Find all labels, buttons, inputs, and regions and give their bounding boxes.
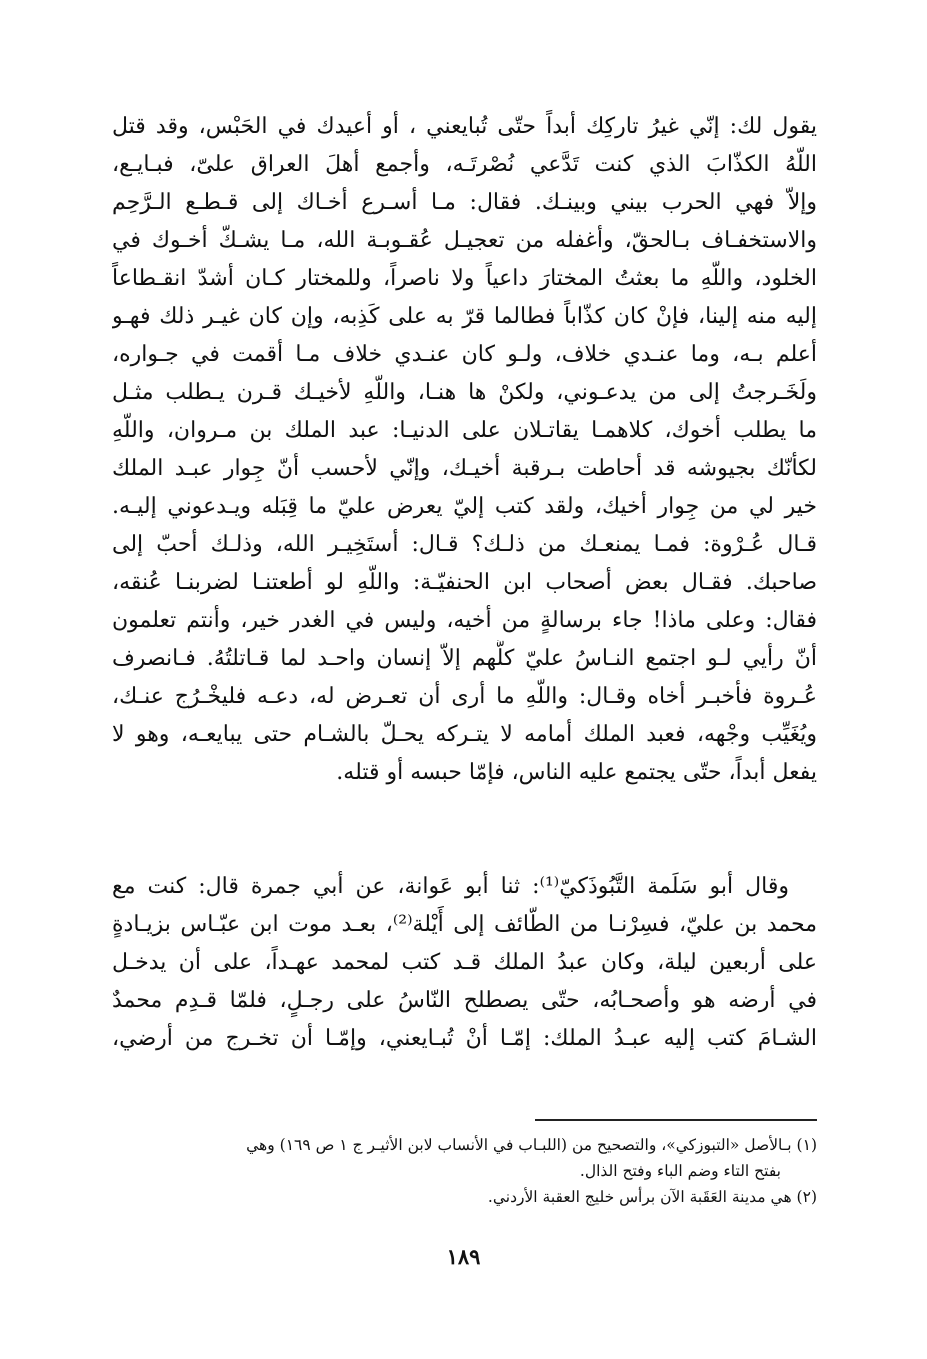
text-line: محمد بن عليّ، فسِرْنـا من الطّائف إلى أَيْلة⁽²⁾، بعـد موت ابن عبّـاس بزيـادةٍ — [112, 912, 817, 937]
footnote-1-line-2 — [112, 1158, 817, 1184]
footnote-1-line-1: (١) بـالأصل «التبوزكي»، والتصحيح من (اللبـاب في الأنساب لابن الأثيـر ج ١ ص ١٦٩) وهي — [246, 1136, 817, 1154]
text-line: عُـروة فأخبـر أخاه وقـال: واللّهِ ما أرى أن تعـرض له، دعـه فليخْـرُج عنـك، — [112, 684, 817, 709]
text-line: على أربعين ليلة، وكان عبدُ الملك قـد كتب لمحمد عهـداً، على أن يدخـل — [112, 950, 817, 975]
paragraph-2 — [112, 868, 817, 1058]
text-line: ولَخَـرجتُ إلى من يدعـوني، ولكنْ ها هنـا، واللّهِ لأخيـك قـرن يـطلب مثـل — [112, 380, 817, 405]
second-paragraph — [112, 868, 817, 1058]
text-line: قـال عُـرْوة: فمـا يمنعـك من ذلـك؟ قـال: أستَخِيـر الله، وذلـك أحبّ إلى — [112, 532, 817, 557]
text-line: اللّهُ الكذّابَ الذي كنت تَدَّعي نُصْرتَـه، وأجمع أهلَ العراق علىّ، فبـايـع، — [112, 152, 817, 177]
page-number: ١٨٩ — [446, 1244, 481, 1269]
text-line: الخلود، واللّهِ ما بعثتُ المختارَ داعياً ولا ناصراً، وللمختار كـان أشدّ انقـطاعاً — [112, 266, 817, 291]
text-line: فقال: وعلى ماذا! جاء برسالةٍ من أخيه، وليس في الغدر خير، وأنتم تعلمون — [112, 608, 817, 633]
footnote-divider — [535, 1119, 817, 1121]
text-line: ما يطلب أخوك، كلاهمـا يقاتـلان على الدنيـا: عبد الملك بن مـروان، واللّهِ — [112, 418, 817, 443]
text-line: صاحبك. فقـال بعض أصحاب ابن الحنفيّـة: واللّهِ لو أطعتنـا لضربنـا عُنقه، — [112, 570, 817, 595]
footnotes — [112, 1132, 817, 1210]
text-line: وإلاّ فهي الحرب بيني وبينـك. فقال: مـا أسـرع أخـاك إلى قـطـع الـرَّحِم — [112, 190, 817, 215]
text-line: أعلم بـه، وما عنـدي خلاف، ولـو كان عنـدي خلاف مـا أقمت في جـواره، — [112, 342, 817, 367]
text-line: الشـامَ كتب إليه عبـدُ الملك: إمّـا أنْ تُبـايعني، وإمّـا أن تخـرج من أرضي، — [112, 1026, 817, 1051]
text-line: ويُغَيِّب وجْهه، فعبد الملك أمامه لا يتـركه يحـلّ بالشـام حتى يبايعـه، وهو لا — [112, 722, 817, 747]
main-paragraph — [112, 108, 817, 792]
text-line: يفعل أبداً، حتّى يجتمع عليه الناس، فإمّا حبسه أو قتله. — [336, 760, 817, 785]
text-line: لكأنّك بجيوشه قد أحاطت بـرقبة أخيـك، وإنّي لأحسب أنّ جِوار عبـد الملك — [112, 456, 817, 481]
text-line: أنّ رأيي لـو اجتمع النـاسُ عليّ كلُّهم إلاّ إنسان واحـد لما قـاتلتُهُ. فـانصرف — [112, 646, 817, 671]
text-line: يقول لك: إنّي غيرُ تاركِك أبداً حتّى تُبايعني ، أو أعيدك في الحَبْس، وقد قتل — [112, 114, 817, 139]
footnote-2: (٢) هي مدينة العَقَبة الآن برأس خليج العقبة الأردني. — [487, 1188, 817, 1206]
paragraph-1 — [112, 108, 817, 792]
text-line: وقال أبو سَلَمة التَّبُوذَكيّ⁽¹⁾: ثنا أبو عَوانة، عن أبي جمرة قال: كنت مع — [112, 874, 789, 899]
text-line: خير لي من جِوار أخيك، ولقد كتب إليّ يعرض عليّ ما قِبَله ويـدعوني إليـه. — [112, 494, 817, 519]
footnote-1-continuation: بفتح التاء وضم الباء وفتح الذال. — [579, 1162, 781, 1180]
text-line: إليه منه إلينا، فإنْ كان كذّاباً فطالما قرّ به على كَذِبه، وإن كان غيـر ذلك فهـو — [112, 304, 817, 329]
text-line: والاستخفـاف بـالحقّ، وأغفله من تعجيـل عُقـوبـة الله، مـا يشـكّ أخـوك في — [112, 228, 817, 253]
text-line: في أرضه هو وأصحـابُه، حتّى يصطلح النّاسُ على رجـلٍ، فلمّا قـدِم محمدٌ — [112, 988, 817, 1013]
